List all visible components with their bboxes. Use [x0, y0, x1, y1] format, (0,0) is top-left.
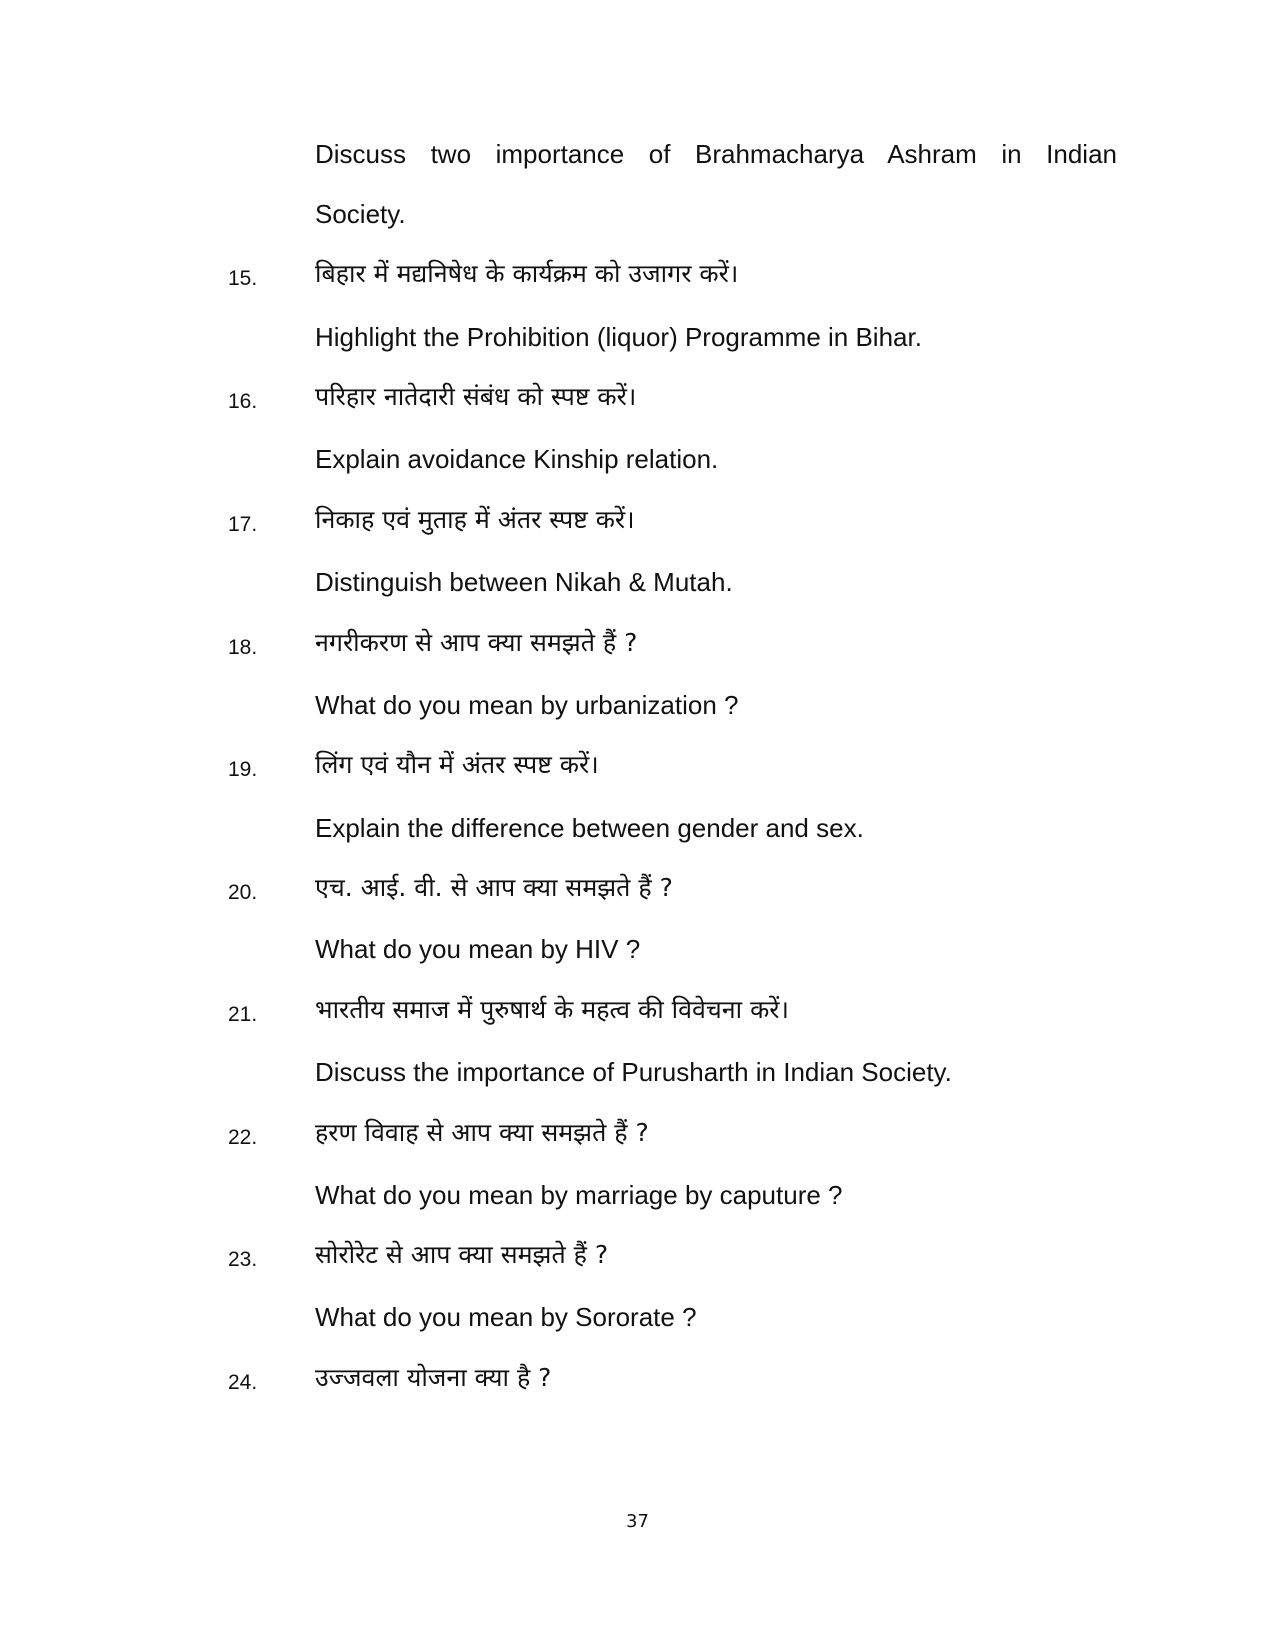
question-19-english: Explain the difference between gender and sex. — [315, 813, 864, 843]
question-17-english: Distinguish between Nikah & Mutah. — [315, 567, 733, 597]
question-18-hindi: नगरीकरण से आप क्या समझते हैं ? — [315, 628, 638, 657]
question-18-english: What do you mean by urbanization ? — [315, 690, 739, 720]
question-number-15: 15. — [228, 267, 258, 290]
question-number-17: 17. — [228, 513, 258, 536]
question-21-hindi: भारतीय समाज में पुरुषार्थ के महत्व की विवेचना करें। — [315, 995, 789, 1024]
question-number-19: 19. — [228, 758, 258, 781]
intro-line-2: Society. — [315, 199, 406, 229]
question-17-hindi: निकाह एवं मुताह में अंतर स्पष्ट करें। — [315, 505, 635, 534]
question-15-hindi: बिहार में मद्यनिषेध के कार्यक्रम को उजागर करें। — [315, 259, 739, 288]
question-number-18: 18. — [228, 636, 258, 659]
question-16-english: Explain avoidance Kinship relation. — [315, 444, 719, 474]
question-15-english: Highlight the Prohibition (liquor) Programme in Bihar. — [315, 322, 922, 352]
question-23-hindi: सोरोरेट से आप क्या समझते हैं ? — [315, 1240, 609, 1269]
question-22-english: What do you mean by marriage by caputure ? — [315, 1180, 843, 1210]
question-number-22: 22. — [228, 1126, 258, 1149]
question-20-english: What do you mean by HIV ? — [315, 934, 641, 964]
question-23-english: What do you mean by Sororate ? — [315, 1302, 697, 1332]
question-number-23: 23. — [228, 1248, 258, 1271]
page-number: 37 — [626, 1511, 649, 1532]
question-number-20: 20. — [228, 881, 258, 904]
question-20-hindi: एच. आई. वी. से आप क्या समझते हैं ? — [315, 873, 673, 902]
question-number-16: 16. — [228, 390, 258, 413]
question-number-24: 24. — [228, 1371, 258, 1394]
question-number-21: 21. — [228, 1003, 258, 1026]
question-24-hindi: उज्जवला योजना क्या है ? — [315, 1363, 552, 1392]
question-21-english: Discuss the importance of Purusharth in Indian Society. — [315, 1057, 952, 1087]
question-16-hindi: परिहार नातेदारी संबंध को स्पष्ट करें। — [315, 382, 637, 411]
question-22-hindi: हरण विवाह से आप क्या समझते हैं ? — [315, 1118, 649, 1147]
question-19-hindi: लिंग एवं यौन में अंतर स्पष्ट करें। — [315, 750, 599, 779]
intro-line-1: Discuss two importance of Brahmacharya Ashram in Indian — [315, 139, 1117, 169]
